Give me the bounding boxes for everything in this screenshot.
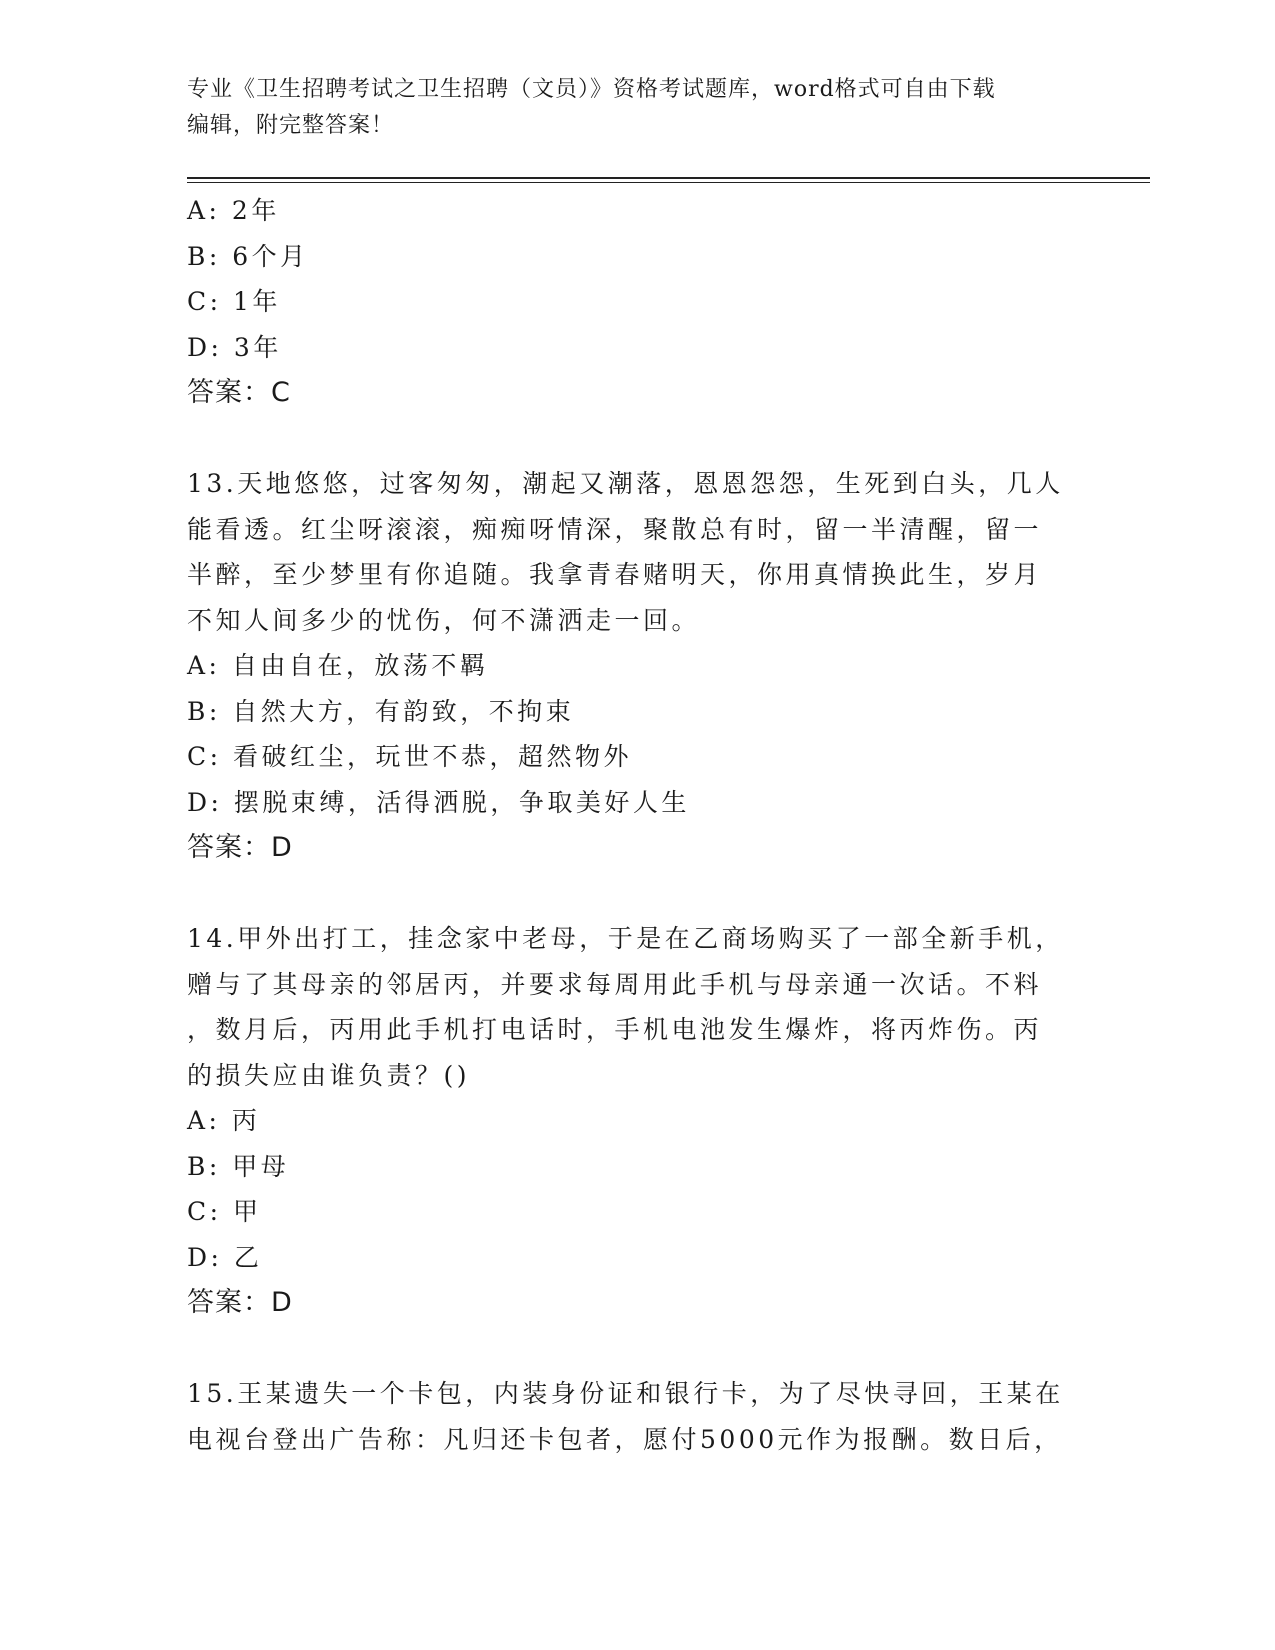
answer-line: 答案：C [187, 377, 291, 408]
option-a: A: 2年 [187, 196, 280, 225]
question-stem-line: 电视台登出广告称：凡归还卡包者，愿付5000元作为报酬。数日后， [187, 1424, 1063, 1454]
question-15 [187, 1371, 1087, 1462]
question-stem-line: 14.甲外出打工，挂念家中老母，于是在乙商场购买了一部全新手机， [187, 924, 1064, 953]
header-line-1: 专业《卫生招聘考试之卫生招聘（文员）》资格考试题库，word格式可自由下载 [187, 77, 996, 102]
question-gap [187, 1326, 1087, 1372]
answer-line: 答案：D [187, 1287, 293, 1318]
question-stem-line: ，数月后，丙用此手机打电话时，手机电池发生爆炸，将丙炸伤。丙 [187, 1015, 1043, 1044]
question-13 [187, 461, 1087, 871]
option-b: B: 自然大方，有韵致，不拘束 [187, 696, 575, 726]
question-stem-line: 半醉，至少梦里有你追随。我拿青春赌明天，你用真情换此生，岁月 [187, 560, 1043, 589]
answer-line: 答案：D [187, 832, 293, 863]
header-divider-thick [187, 177, 1150, 179]
question-stem-line: 13.天地悠悠，过客匆匆，潮起又潮落，恩恩怨怨，生死到白头，几人 [187, 469, 1064, 498]
question-stem-line: 的损失应由谁负责？() [187, 1060, 471, 1090]
header-line-2: 编辑，附完整答案！ [187, 113, 395, 138]
option-a: A: 自由自在，放荡不羁 [187, 651, 489, 680]
question-gap [187, 871, 1087, 917]
option-d: D: 3年 [187, 332, 282, 362]
question-stem-line: 赠与了其母亲的邻居丙，并要求每周用此手机与母亲通一次话。不料 [187, 969, 1043, 999]
option-b: B: 6个月 [187, 241, 309, 271]
header-divider-thin [187, 182, 1150, 183]
option-d: D: 摆脱束缚，活得洒脱，争取美好人生 [187, 787, 690, 817]
option-b: B: 甲母 [187, 1151, 290, 1181]
question-stem-line: 15.王某遗失一个卡包，内装身份证和银行卡，为了尽快寻回，王某在 [187, 1379, 1064, 1408]
question-stem-line: 能看透。红尘呀滚滚，痴痴呀情深，聚散总有时，留一半清醒，留一 [187, 514, 1043, 544]
question-14 [187, 916, 1087, 1326]
question-gap [187, 416, 1087, 462]
question-12 [187, 188, 1087, 416]
document-header [187, 72, 1087, 144]
option-c: C: 甲 [187, 1197, 262, 1226]
option-c: C: 看破红尘，玩世不恭，超然物外 [187, 742, 632, 771]
question-stem-line: 不知人间多少的忧伤，何不潇洒走一回。 [187, 605, 701, 635]
option-c: C: 1年 [187, 287, 281, 316]
document-body [187, 188, 1087, 1462]
option-d: D: 乙 [187, 1242, 263, 1272]
option-a: A: 丙 [187, 1106, 261, 1135]
